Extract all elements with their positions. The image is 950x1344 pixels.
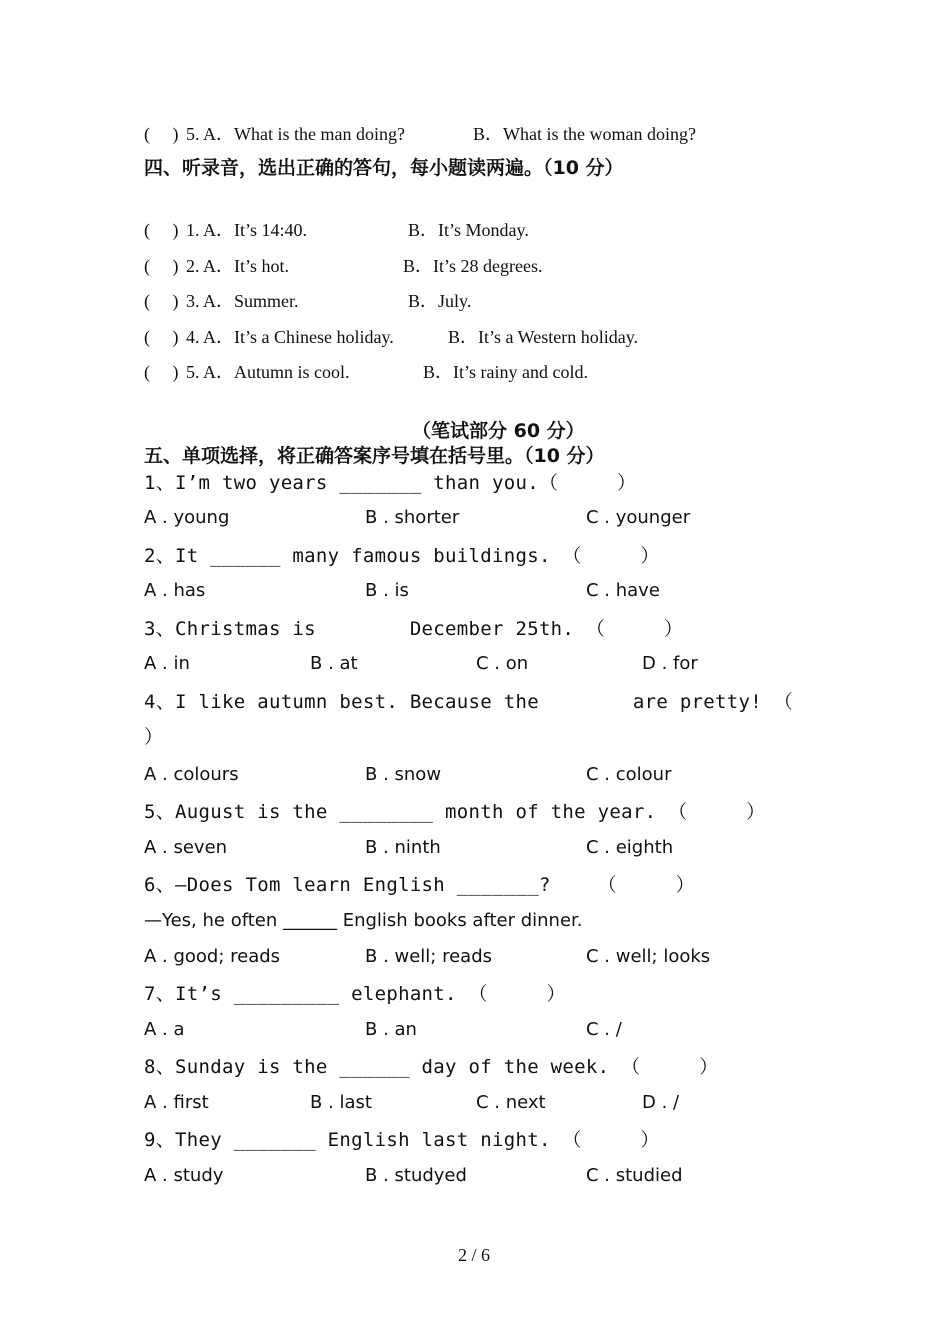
s4-q5-paren: ( )	[144, 362, 179, 382]
q1-option-c: C . younger	[586, 507, 691, 528]
s4-q4-option-a: 4. A．It’s a Chinese holiday.	[186, 327, 394, 347]
section-5-title: 五、单项选择，将正确答案序号填在括号里。（10 分）	[144, 445, 605, 467]
question-2: 2、It ______ many famous buildings. （ ）	[144, 545, 660, 567]
q7-option-a: A . a	[144, 1019, 185, 1040]
question-5: 5、August is the ________ month of the year. （ ）	[144, 801, 766, 823]
q1-option-a: A . young	[144, 507, 230, 528]
q4-option-c: C . colour	[586, 764, 672, 785]
q1-option-b: B . shorter	[365, 507, 460, 528]
q5-option-b: B . ninth	[365, 837, 441, 858]
prev-q5-paren: ( )	[144, 124, 179, 144]
prev-q5-option-b: B．What is the woman doing?	[473, 124, 696, 144]
q8-option-b: B . last	[310, 1092, 372, 1113]
s4-q2-option-b: B．It’s 28 degrees.	[403, 256, 543, 276]
q4-option-b: B . snow	[365, 764, 442, 785]
s4-q3-option-a: 3. A．Summer.	[186, 291, 299, 311]
section-4-title: 四、听录音，选出正确的答句，每小题读两遍。（10 分）	[144, 157, 624, 179]
s4-q4-option-b: B．It’s a Western holiday.	[448, 327, 639, 347]
question-6: 6、—Does Tom learn English _______? （ ）	[144, 874, 695, 896]
q5-option-c: C . eighth	[586, 837, 674, 858]
question-9: 9、They _______ English last night. （ ）	[144, 1129, 660, 1151]
s4-q3-option-b: B．July.	[408, 291, 472, 311]
question-1: 1、I’m two years _______ than you.（ ）	[144, 472, 637, 494]
question-8: 8、Sunday is the ______ day of the week. （ ）	[144, 1056, 719, 1078]
q6-option-b: B . well; reads	[365, 946, 493, 967]
q2-option-a: A . has	[144, 580, 206, 601]
q8-option-a: A . first	[144, 1092, 209, 1113]
q3-option-b: B . at	[310, 653, 358, 674]
q8-option-c: C . next	[476, 1092, 546, 1113]
q9-option-c: C . studied	[586, 1165, 683, 1186]
question-4: 4、I like autumn best. Because the are pretty! （	[144, 691, 794, 713]
question-6-reply: —Yes, he often ______ English books after dinner.	[144, 910, 583, 931]
q8-option-d: D . /	[642, 1092, 680, 1113]
question-7: 7、It’s _________ elephant. （ ）	[144, 983, 566, 1005]
question-3: 3、Christmas is December 25th. （ ）	[144, 618, 684, 640]
q7-option-c: C . /	[586, 1019, 622, 1040]
s4-q1-option-a: 1. A．It’s 14:40.	[186, 220, 308, 240]
s4-q1-paren: ( )	[144, 220, 179, 240]
q2-option-b: B . is	[365, 580, 409, 601]
q7-option-b: B . an	[365, 1019, 417, 1040]
s4-q4-paren: ( )	[144, 327, 179, 347]
q9-option-a: A . study	[144, 1165, 224, 1186]
q6-option-c: C . well; looks	[586, 946, 711, 967]
s4-q5-option-b: B．It’s rainy and cold.	[423, 362, 588, 382]
page-number: 2 / 6	[458, 1245, 491, 1265]
question-4-continued: ）	[144, 726, 164, 748]
q3-option-c: C . on	[476, 653, 529, 674]
q2-option-c: C . have	[586, 580, 660, 601]
s4-q2-paren: ( )	[144, 256, 179, 276]
q9-option-b: B . studyed	[365, 1165, 467, 1186]
s4-q1-option-b: B．It’s Monday.	[408, 220, 529, 240]
written-part-title: （笔试部分 60 分）	[412, 420, 585, 442]
q3-option-a: A . in	[144, 653, 190, 674]
s4-q5-option-a: 5. A．Autumn is cool.	[186, 362, 350, 382]
q4-option-a: A . colours	[144, 764, 239, 785]
q3-option-d: D . for	[642, 653, 698, 674]
prev-q5-option-a: 5. A．What is the man doing?	[186, 124, 405, 144]
s4-q3-paren: ( )	[144, 291, 179, 311]
s4-q2-option-a: 2. A．It’s hot.	[186, 256, 290, 276]
q6-option-a: A . good; reads	[144, 946, 281, 967]
q5-option-a: A . seven	[144, 837, 228, 858]
